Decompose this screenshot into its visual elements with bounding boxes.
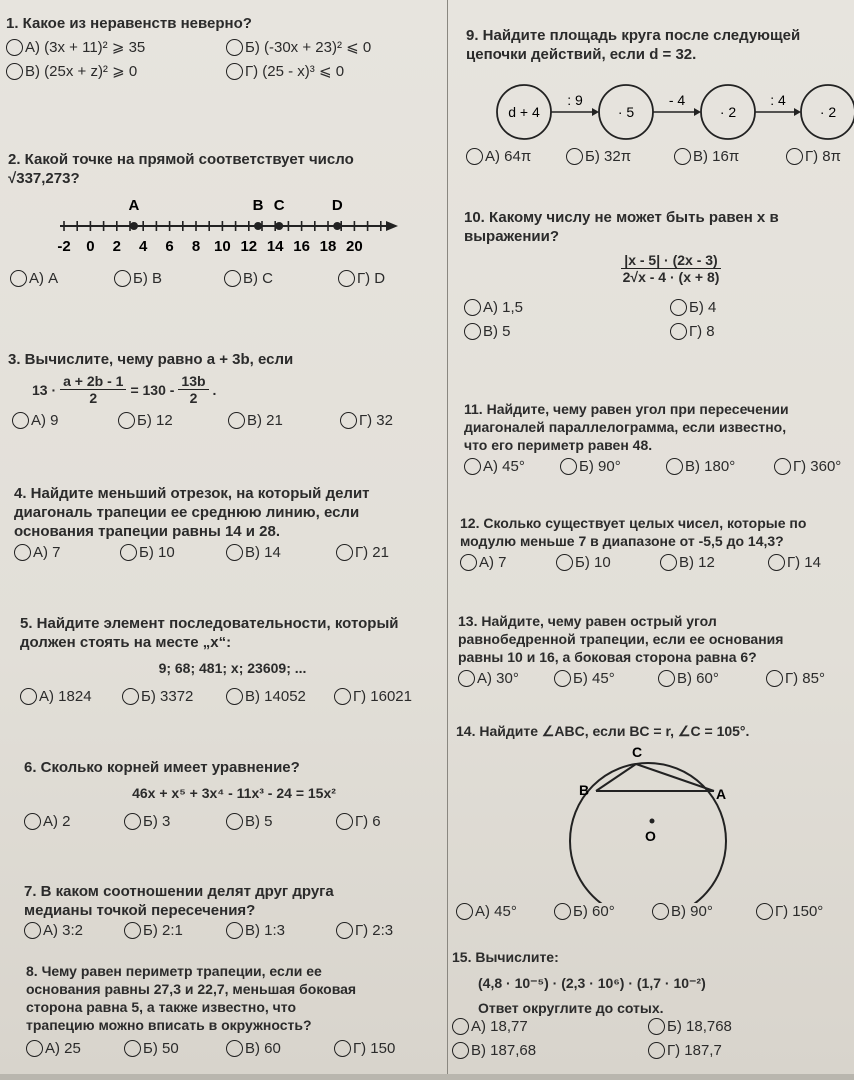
q8-option-b[interactable]: Б) 50 xyxy=(124,1040,179,1057)
question-12-title: 12. Сколько существует целых чисел, которые по модулю меньше 7 в диапазоне от -5,5 до 14,3? xyxy=(460,515,807,549)
question-5-title: 5. Найдите элемент последовательности, который должен стоять на месте „x“: xyxy=(20,615,399,651)
radio-circle-icon[interactable] xyxy=(658,670,675,687)
radio-circle-icon[interactable] xyxy=(786,148,803,165)
radio-circle-icon[interactable] xyxy=(666,458,683,475)
chain-operation-label: - 4 xyxy=(668,92,686,108)
radio-circle-icon[interactable] xyxy=(124,813,141,830)
q14-option-v[interactable]: В) 90° xyxy=(652,903,713,920)
question-7-title: 7. В каком соотношении делят друг друга медианы точкой пересечения? xyxy=(24,883,334,919)
q14-label-c: C xyxy=(632,744,643,760)
chain-node-label: d + 4 xyxy=(508,104,540,120)
number-line xyxy=(8,196,408,266)
q11-option-a[interactable]: А) 45° xyxy=(464,458,525,475)
q6-equation: 46x + x⁵ + 3x⁴ - 11x³ - 24 = 15x² xyxy=(132,785,336,801)
number-line-tick-label: 8 xyxy=(191,238,201,255)
question-7 xyxy=(24,882,444,944)
q2-option-g[interactable]: Г) D xyxy=(338,270,385,287)
question-6-title: 6. Сколько корней имеет уравнение? xyxy=(24,759,300,776)
q3-option-a[interactable]: А) 9 xyxy=(12,412,59,429)
q7-option-v[interactable]: В) 1:3 xyxy=(226,922,285,939)
radio-circle-icon[interactable] xyxy=(466,148,483,165)
column-divider xyxy=(447,0,448,1080)
question-14 xyxy=(456,722,852,925)
q2-option-b[interactable]: Б) B xyxy=(114,270,162,287)
q4-option-g[interactable]: Г) 21 xyxy=(336,544,389,561)
radio-circle-icon[interactable] xyxy=(670,323,687,340)
chain-node-label: · 2 xyxy=(719,104,737,120)
q14-label-b: B xyxy=(579,782,590,798)
q15-note: Ответ округлите до сотых. xyxy=(478,1000,664,1016)
q14-option-g[interactable]: Г) 150° xyxy=(756,903,823,920)
number-line-tick-label: 10 xyxy=(214,238,231,255)
radio-circle-icon[interactable] xyxy=(674,148,691,165)
question-9-title: 9. Найдите площадь круга после следующей цепочки действий, если d = 32. xyxy=(466,27,801,63)
radio-circle-icon[interactable] xyxy=(334,688,351,705)
question-4-title: 4. Найдите меньший отрезок, на который делит диагональ трапеции ее среднюю линию, если основания трапеции равны 14 и 28. xyxy=(14,485,370,540)
radio-circle-icon[interactable] xyxy=(756,903,773,920)
q1-option-v[interactable]: В) (25x + z)² ⩾ 0 xyxy=(6,62,137,80)
question-15-title: 15. Вычислите: xyxy=(452,949,559,965)
q14-label-a: A xyxy=(716,786,727,802)
radio-circle-icon[interactable] xyxy=(226,1040,243,1057)
q9-option-v[interactable]: В) 16π xyxy=(674,148,739,165)
q10-option-a[interactable]: А) 1,5 xyxy=(464,299,523,316)
radio-circle-icon[interactable] xyxy=(226,813,243,830)
radio-circle-icon[interactable] xyxy=(114,270,131,287)
number-line-tick-label: 12 xyxy=(240,238,258,255)
question-8-title: 8. Чему равен периметр трапеции, если ее основания равны 27,3 и 22,7, меньшая боковая сторона равна 5, а также известно, что трапецию можно вписать в окружность? xyxy=(26,963,357,1033)
q2-option-v[interactable]: В) C xyxy=(224,270,273,287)
number-line-point xyxy=(130,222,138,230)
chain-operation-label: : 4 xyxy=(770,92,786,108)
radio-circle-icon[interactable] xyxy=(554,903,571,920)
question-11-title: 11. Найдите, чему равен угол при пересечении диагоналей параллелограмма, если известно, что его периметр равен 48. xyxy=(464,401,789,453)
chain-arrow-head xyxy=(794,108,801,116)
radio-circle-icon[interactable] xyxy=(338,270,355,287)
radio-circle-icon[interactable] xyxy=(560,458,577,475)
question-14-title: 14. Найдите ∠ABC, если BC = r, ∠C = 105°. xyxy=(456,723,750,739)
q14-option-a[interactable]: А) 45° xyxy=(456,903,517,920)
q4-option-b[interactable]: Б) 10 xyxy=(120,544,175,561)
q13-option-a[interactable]: А) 30° xyxy=(458,670,519,687)
number-line-tick-label: 18 xyxy=(319,238,337,255)
question-5 xyxy=(20,614,445,710)
radio-circle-icon[interactable] xyxy=(652,903,669,920)
radio-circle-icon[interactable] xyxy=(768,554,785,571)
question-11 xyxy=(464,400,854,480)
q10-option-g[interactable]: Г) 8 xyxy=(670,323,715,340)
number-line-point xyxy=(275,222,283,230)
question-3-title: 3. Вычислите, чему равно a + 3b, если xyxy=(8,351,294,368)
question-2 xyxy=(8,150,438,292)
number-line-point-label: A xyxy=(128,197,140,214)
q13-option-b[interactable]: Б) 45° xyxy=(554,670,615,687)
q9-option-g[interactable]: Г) 8π xyxy=(786,148,841,165)
number-line-point-label: D xyxy=(331,197,343,214)
q3-option-g[interactable]: Г) 32 xyxy=(340,412,393,429)
q14-center-point xyxy=(650,819,655,824)
q10-expression: $\frac{|x - 5| \cdot (2x - 3)}{2√x - 4 \cdot (x + 8)}$ xyxy=(622,252,720,285)
radio-circle-icon[interactable] xyxy=(226,544,243,561)
q6-option-v[interactable]: В) 5 xyxy=(226,813,273,830)
q4-option-v[interactable]: В) 14 xyxy=(226,544,281,561)
number-line-point xyxy=(333,222,341,230)
q14-label-o: O xyxy=(645,828,656,844)
radio-circle-icon[interactable] xyxy=(226,63,243,80)
q15-option-g[interactable]: Г) 187,7 xyxy=(648,1042,722,1059)
radio-circle-icon[interactable] xyxy=(554,670,571,687)
radio-circle-icon[interactable] xyxy=(456,903,473,920)
q15-option-a[interactable]: А) 18,77 xyxy=(452,1018,528,1035)
q4-option-a[interactable]: А) 7 xyxy=(14,544,61,561)
radio-circle-icon[interactable] xyxy=(660,554,677,571)
question-13 xyxy=(458,612,854,692)
radio-circle-icon[interactable] xyxy=(226,922,243,939)
number-line-point xyxy=(254,222,262,230)
question-6 xyxy=(24,758,444,835)
q9-option-a[interactable]: А) 64π xyxy=(466,148,531,165)
q5-option-a[interactable]: А) 1824 xyxy=(20,688,92,705)
number-line-point-label: B xyxy=(252,197,264,214)
radio-circle-icon[interactable] xyxy=(566,148,583,165)
chain-node-label: · 5 xyxy=(617,104,635,120)
q8-option-g[interactable]: Г) 150 xyxy=(334,1040,395,1057)
number-line-tick-label: 14 xyxy=(266,238,284,255)
radio-circle-icon[interactable] xyxy=(24,922,41,939)
number-line-tick-label: -2 xyxy=(57,238,71,255)
question-1 xyxy=(6,14,436,84)
radio-circle-icon[interactable] xyxy=(118,412,135,429)
q12-option-b[interactable]: Б) 10 xyxy=(556,554,611,571)
q2-option-a[interactable]: А) A xyxy=(10,270,58,287)
q12-option-v[interactable]: В) 12 xyxy=(660,554,715,571)
q5-option-v[interactable]: В) 14052 xyxy=(226,688,306,705)
radio-circle-icon[interactable] xyxy=(452,1018,469,1035)
chain-arrow-head xyxy=(694,108,701,116)
question-10-title: 10. Какому числу не может быть равен x в выражении? xyxy=(464,209,779,245)
q13-option-g[interactable]: Г) 85° xyxy=(766,670,825,687)
question-15 xyxy=(452,948,852,1064)
q8-option-v[interactable]: В) 60 xyxy=(226,1040,281,1057)
radio-circle-icon[interactable] xyxy=(336,813,353,830)
question-10 xyxy=(464,208,852,345)
radio-circle-icon[interactable] xyxy=(224,270,241,287)
radio-circle-icon[interactable] xyxy=(226,688,243,705)
radio-circle-icon[interactable] xyxy=(120,544,137,561)
q1-option-a[interactable]: А) (3x + 11)² ⩾ 35 xyxy=(6,38,145,56)
radio-circle-icon[interactable] xyxy=(774,458,791,475)
q10-option-v[interactable]: В) 5 xyxy=(464,323,511,340)
radio-circle-icon[interactable] xyxy=(6,63,23,80)
radio-circle-icon[interactable] xyxy=(6,39,23,56)
q3-equation: 13 · $\frac{a + 2b - 1}{2}$ = 130 - $\frac{13b}{2}$ . xyxy=(32,373,217,406)
page-bottom-edge xyxy=(0,1074,854,1080)
radio-circle-icon[interactable] xyxy=(464,458,481,475)
radio-circle-icon[interactable] xyxy=(464,323,481,340)
radio-circle-icon[interactable] xyxy=(24,813,41,830)
radio-circle-icon[interactable] xyxy=(336,544,353,561)
radio-circle-icon[interactable] xyxy=(12,412,29,429)
radio-circle-icon[interactable] xyxy=(340,412,357,429)
q7-option-g[interactable]: Г) 2:3 xyxy=(336,922,393,939)
q13-option-v[interactable]: В) 60° xyxy=(658,670,719,687)
q1-option-g[interactable]: Г) (25 - x)³ ⩽ 0 xyxy=(226,62,344,80)
radio-circle-icon[interactable] xyxy=(458,670,475,687)
radio-circle-icon[interactable] xyxy=(10,270,27,287)
q7-option-b[interactable]: Б) 2:1 xyxy=(124,922,183,939)
number-line-tick-label: 6 xyxy=(165,238,174,255)
q6-option-a[interactable]: А) 2 xyxy=(24,813,71,830)
radio-circle-icon[interactable] xyxy=(334,1040,351,1057)
q10-option-b[interactable]: Б) 4 xyxy=(670,299,716,316)
number-line-tick-label: 20 xyxy=(346,238,363,255)
radio-circle-icon[interactable] xyxy=(648,1042,665,1059)
q6-option-g[interactable]: Г) 6 xyxy=(336,813,381,830)
radio-circle-icon[interactable] xyxy=(336,922,353,939)
radio-circle-icon[interactable] xyxy=(452,1042,469,1059)
radio-circle-icon[interactable] xyxy=(20,688,37,705)
radio-circle-icon[interactable] xyxy=(228,412,245,429)
chain-node-label: · 2 xyxy=(819,104,837,120)
q11-option-b[interactable]: Б) 90° xyxy=(560,458,621,475)
number-line-tick-label: 0 xyxy=(86,238,95,255)
q7-option-a[interactable]: А) 3:2 xyxy=(24,922,83,939)
q5-sequence: 9; 68; 481; x; 23609; ... xyxy=(158,660,307,676)
q6-option-b[interactable]: Б) 3 xyxy=(124,813,170,830)
radio-circle-icon[interactable] xyxy=(122,688,139,705)
question-1-title: 1. Какое из неравенств неверно? xyxy=(6,15,252,32)
q15-option-v[interactable]: В) 187,68 xyxy=(452,1042,536,1059)
q5-option-b[interactable]: Б) 3372 xyxy=(122,688,193,705)
question-9 xyxy=(466,26,854,170)
radio-circle-icon[interactable] xyxy=(14,544,31,561)
question-8 xyxy=(26,962,446,1062)
question-12 xyxy=(460,514,854,576)
q9-chain-diagram xyxy=(466,80,854,144)
question-13-title: 13. Найдите, чему равен острый угол равнобедренной трапеции, если ее основания равны 10 и 16, а боковая сторона равна 6? xyxy=(458,613,784,665)
radio-circle-icon[interactable] xyxy=(226,39,243,56)
radio-circle-icon[interactable] xyxy=(556,554,573,571)
number-line-tick-label: 4 xyxy=(139,238,148,255)
chain-operation-label: : 9 xyxy=(567,92,583,108)
q8-option-a[interactable]: А) 25 xyxy=(26,1040,81,1057)
radio-circle-icon[interactable] xyxy=(26,1040,43,1057)
radio-circle-icon[interactable] xyxy=(648,1018,665,1035)
number-line-point-label: C xyxy=(273,197,285,214)
q5-option-g[interactable]: Г) 16021 xyxy=(334,688,412,705)
q9-option-b[interactable]: Б) 32π xyxy=(566,148,631,165)
radio-circle-icon[interactable] xyxy=(464,299,481,316)
q1-option-b[interactable]: Б) (-30x + 23)² ⩽ 0 xyxy=(226,38,371,56)
q12-option-a[interactable]: А) 7 xyxy=(460,554,507,571)
radio-circle-icon[interactable] xyxy=(124,1040,141,1057)
radio-circle-icon[interactable] xyxy=(766,670,783,687)
question-4 xyxy=(14,484,444,566)
q12-option-g[interactable]: Г) 14 xyxy=(768,554,821,571)
q14-option-b[interactable]: Б) 60° xyxy=(554,903,615,920)
q11-option-v[interactable]: В) 180° xyxy=(666,458,735,475)
q15-expression: (4,8 · 10⁻⁵) · (2,3 · 10⁶) · (1,7 · 10⁻²) xyxy=(478,975,706,991)
q3-option-b[interactable]: Б) 12 xyxy=(118,412,173,429)
number-line-tick-label: 2 xyxy=(112,238,121,255)
chain-arrow-head xyxy=(592,108,599,116)
q3-option-v[interactable]: В) 21 xyxy=(228,412,283,429)
q11-option-g[interactable]: Г) 360° xyxy=(774,458,841,475)
radio-circle-icon[interactable] xyxy=(670,299,687,316)
question-3 xyxy=(8,350,438,434)
q14-circle-diagram xyxy=(456,743,852,903)
number-line-tick-label: 16 xyxy=(293,238,310,255)
q15-option-b[interactable]: Б) 18,768 xyxy=(648,1018,732,1035)
question-2-title: 2. Какой точке на прямой соответствует число √337,273? xyxy=(8,151,354,187)
radio-circle-icon[interactable] xyxy=(460,554,477,571)
radio-circle-icon[interactable] xyxy=(124,922,141,939)
